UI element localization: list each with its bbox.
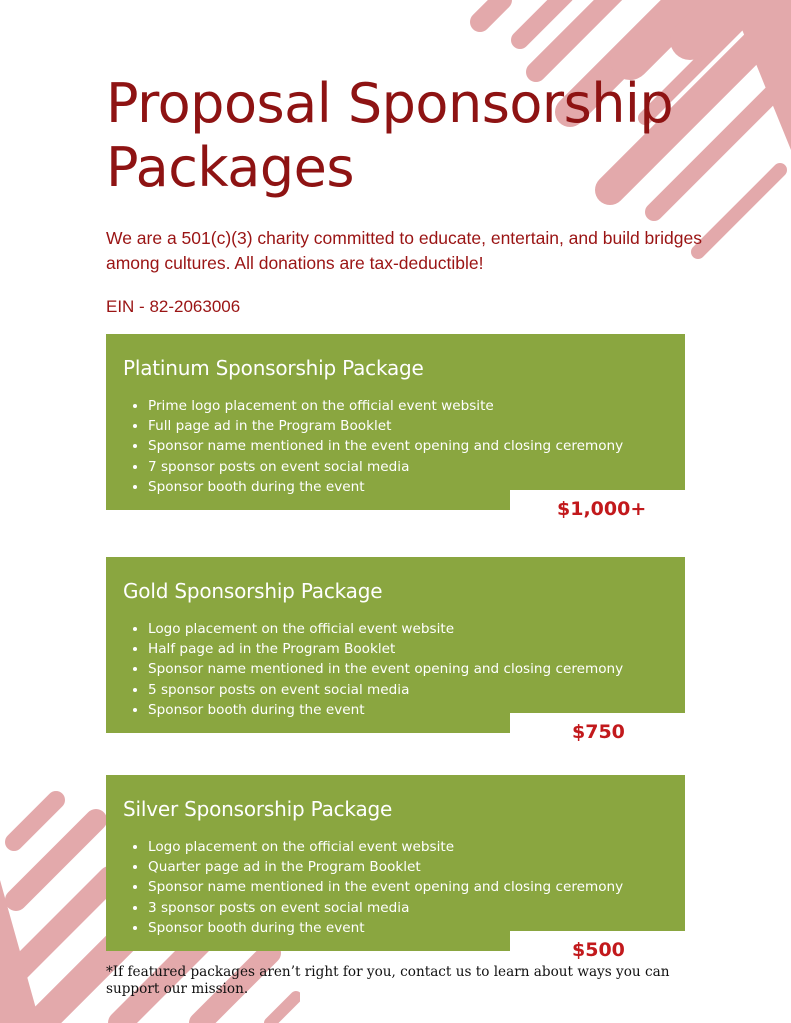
benefit-item: • Logo placement on the official event website	[148, 837, 623, 857]
package-title: Silver Sponsorship Package	[123, 797, 393, 821]
intro-text: We are a 501(c)(3) charity committed to educate, entertain, and build bridges among cultures. All donations are tax-deductible!	[106, 228, 702, 273]
package-card-silver	[106, 775, 685, 961]
benefit-item: • Prime logo placement on the official event website	[148, 396, 623, 416]
ein-number: EIN - 82-2063006	[106, 297, 241, 316]
benefit-item: • 5 sponsor posts on event social media	[148, 680, 623, 700]
benefit-item: • 7 sponsor posts on event social media	[148, 457, 623, 477]
package-price: $1,000+	[557, 498, 647, 520]
package-price: $750	[572, 721, 625, 743]
package-benefits	[125, 837, 623, 938]
benefit-item: • Sponsor name mentioned in the event opening and closing ceremony	[148, 877, 623, 897]
footnote: *If featured packages aren’t right for you, contact us to learn about ways you can support our mission.	[106, 964, 670, 997]
benefit-item: • Logo placement on the official event website	[148, 619, 623, 639]
package-card-platinum	[106, 334, 685, 520]
package-benefits	[125, 619, 623, 720]
benefit-item: • 3 sponsor posts on event social media	[148, 898, 623, 918]
package-card-gold	[106, 557, 685, 743]
benefit-item: • Full page ad in the Program Booklet	[148, 416, 623, 436]
benefit-item: • Sponsor name mentioned in the event opening and closing ceremony	[148, 436, 623, 456]
package-price: $500	[572, 939, 625, 961]
benefit-item: • Sponsor booth during the event	[148, 700, 623, 720]
package-benefits	[125, 396, 623, 497]
page-title: Proposal Sponsorship Packages	[106, 72, 674, 199]
benefit-item: • Quarter page ad in the Program Booklet	[148, 857, 623, 877]
benefit-item: • Half page ad in the Program Booklet	[148, 639, 623, 659]
benefit-item: • Sponsor booth during the event	[148, 477, 623, 497]
benefit-item: • Sponsor booth during the event	[148, 918, 623, 938]
package-title: Gold Sponsorship Package	[123, 579, 383, 603]
benefit-item: • Sponsor name mentioned in the event opening and closing ceremony	[148, 659, 623, 679]
package-title: Platinum Sponsorship Package	[123, 356, 424, 380]
